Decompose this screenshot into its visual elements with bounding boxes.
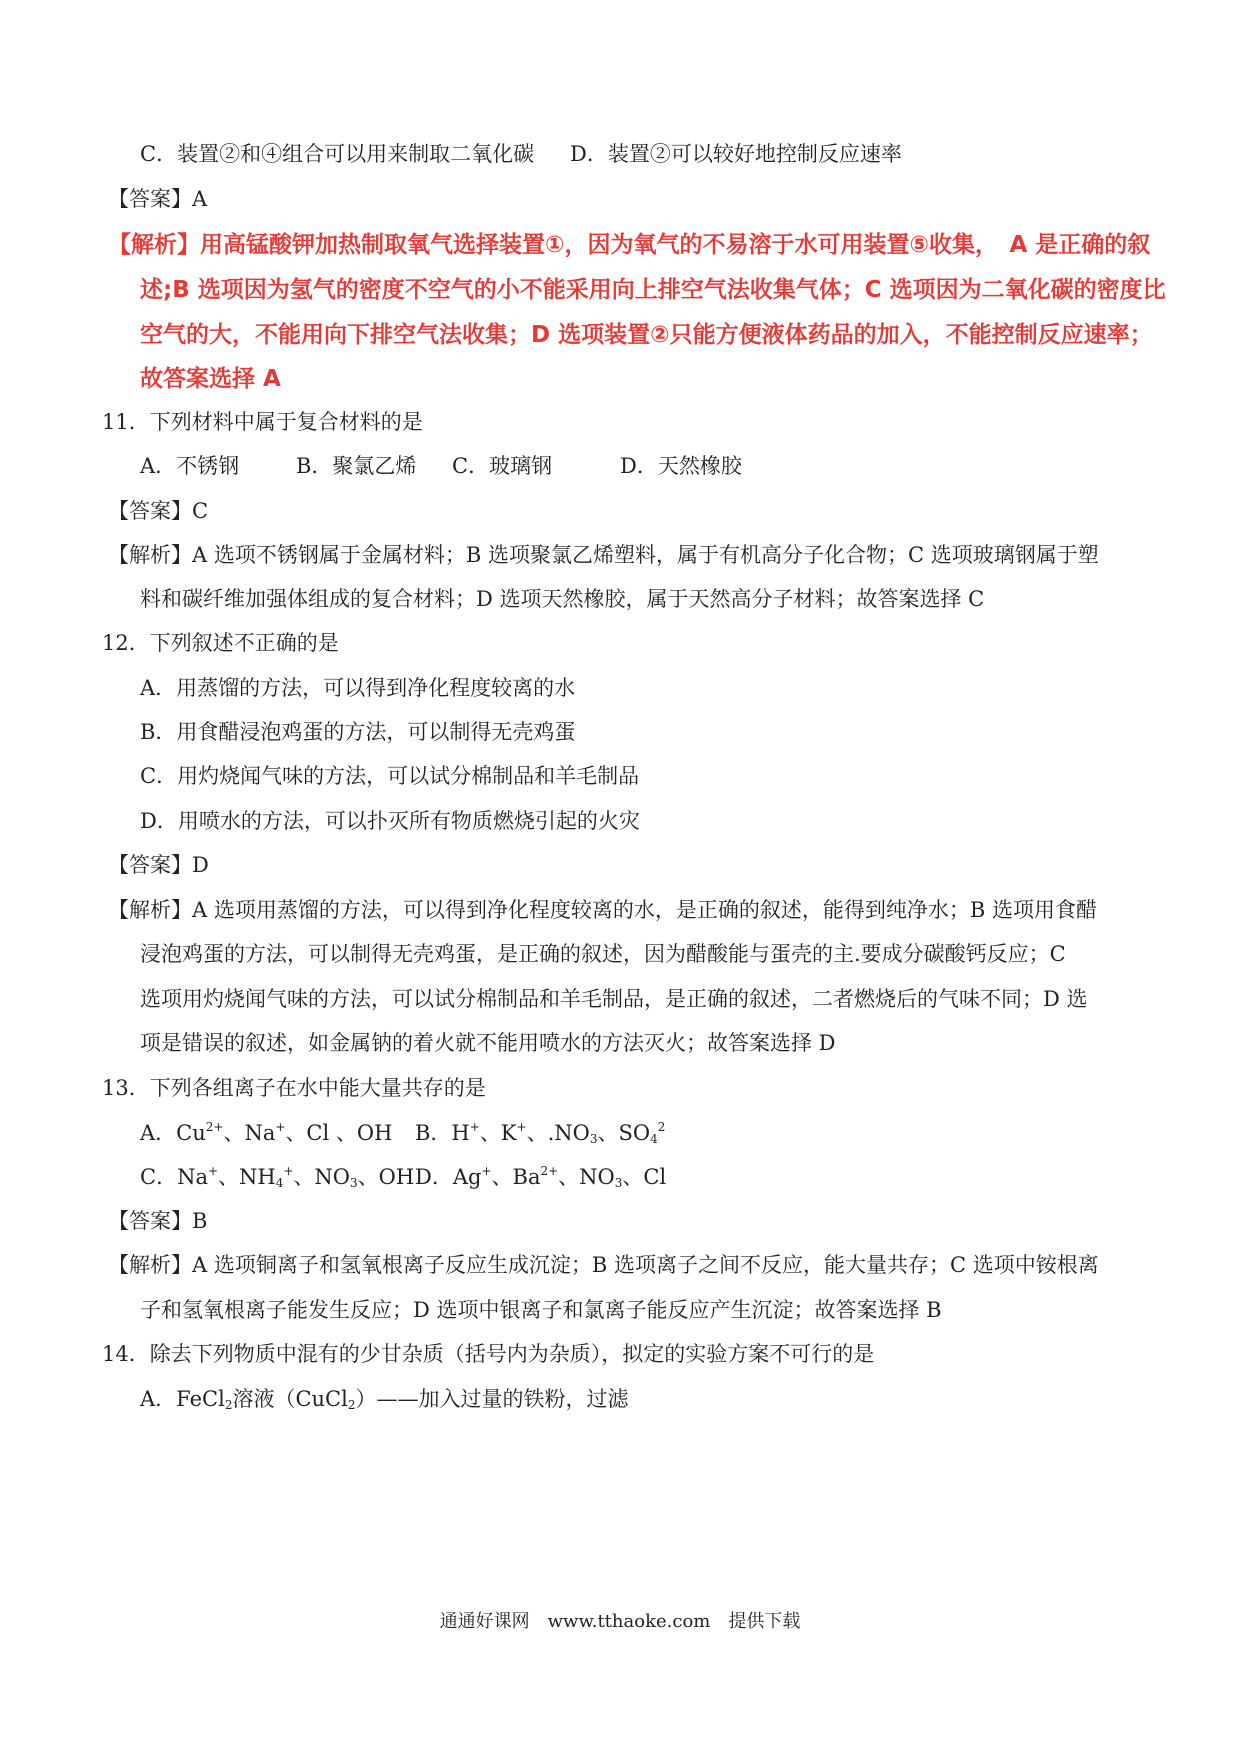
q11-explanation-line-1: 【解析】A 选项不锈钢属于金属材料；B 选项聚氯乙烯塑料，属于有机高分子化合物；C 选项玻璃钢属于塑 (108, 543, 1099, 567)
q13-b-h-charge: + (469, 1120, 480, 1134)
q13-b-so4-charge: 2 (657, 1120, 666, 1134)
q12-stem: 12．下列叙述不正确的是 (102, 631, 339, 655)
q14-option-a (140, 1384, 628, 1414)
q12-answer: 【答案】D (108, 853, 209, 877)
q12-explanation-line-2: 浸泡鸡蛋的方法，可以制得无壳鸡蛋，是正确的叙述，因为醋酸能与蛋壳的主.要成分碳酸钙反应；C (140, 942, 1066, 966)
q11-option-d: D．天然橡胶 (620, 454, 742, 478)
q13-c-no3-sub: 3 (350, 1176, 358, 1190)
q13-a-na: 、Na (223, 1121, 276, 1145)
q13-c-nh4-charge: + (283, 1164, 294, 1178)
q11-option-c: C．玻璃钢 (452, 454, 553, 478)
q12-explanation-line-4: 项是错误的叙述，如金属钠的着火就不能用喷水的方法灭火；故答案选择 D (140, 1031, 836, 1055)
q10-explanation-line-4: 故答案选择 A (140, 366, 281, 392)
q11-answer: 【答案】C (108, 499, 209, 523)
q13-b-so4: 、SO (597, 1121, 651, 1145)
q10-explanation-line-2: 述;B 选项因为氢气的密度不空气的小不能采用向上排空气法收集气体；C 选项因为二氧化碳的密度比 (140, 277, 1166, 303)
q12-option-a: A．用蒸馏的方法，可以得到净化程度较离的水 (140, 676, 576, 700)
q14-stem: 14．除去下列物质中混有的少甘杂质（括号内为杂质），拟定的实验方案不可行的是 (102, 1342, 875, 1366)
q13-option-d (415, 1162, 666, 1192)
q12-explanation-line-1: 【解析】A 选项用蒸馏的方法，可以得到净化程度较离的水，是正确的叙述，能得到纯净水；B 选项用食醋 (108, 898, 1097, 922)
page-footer: 通通好课网 www.tthaoke.com 提供下载 (439, 1611, 801, 1632)
q10-explanation-text-1: 用高锰酸钾加热制取氧气选择装置①，因为氧气的不易溶于水可用装置⑤收集， A 是正确的叙 (200, 232, 1151, 258)
q13-b-no3: 、.NO (526, 1121, 590, 1145)
q13-d-no3: 、NO (558, 1165, 615, 1189)
q13-b-k-charge: + (516, 1120, 527, 1134)
q13-answer: 【答案】B (108, 1209, 208, 1233)
q13-a-cu-charge: 2+ (205, 1120, 224, 1134)
q13-a-rest: 、Cl 、OH (285, 1121, 393, 1145)
q12-option-b: B．用食醋浸泡鸡蛋的方法，可以制得无壳鸡蛋 (140, 720, 576, 744)
q13-a-cu: A．Cu (140, 1121, 206, 1145)
q13-explanation-line-2: 子和氢氧根离子能发生反应；D 选项中银离子和氯离子能反应产生沉淀；故答案选择 B (140, 1298, 942, 1322)
q13-option-a (140, 1118, 392, 1148)
q14-a-method: ）——加入过量的铁粉，过滤 (355, 1387, 629, 1411)
q13-c-na-charge: + (207, 1164, 219, 1178)
q14-a-cucl2-sub: 2 (347, 1398, 356, 1412)
q13-c-nh4-sub: 4 (275, 1176, 284, 1190)
q13-d-ba: 、Ba (491, 1165, 541, 1189)
q13-b-no3-sub: 3 (589, 1132, 598, 1146)
q13-c-na: C．Na (140, 1165, 208, 1189)
q13-option-b (415, 1118, 665, 1148)
q11-option-a: A．不锈钢 (140, 454, 240, 478)
q10-option-c: C．装置②和④组合可以用来制取二氧化碳 (140, 142, 535, 166)
q13-stem: 13．下列各组离子在水中能大量共存的是 (102, 1076, 486, 1100)
q13-b-k: 、K (479, 1121, 517, 1145)
q13-d-no3-sub: 3 (614, 1176, 623, 1190)
q14-a-fecl2-sub: 2 (224, 1398, 233, 1412)
q13-a-na-charge: + (275, 1120, 286, 1134)
q13-c-oh: 、OH (357, 1165, 415, 1189)
q13-explanation-line-1: 【解析】A 选项铜离子和氢氧根离子反应生成沉淀；B 选项离子之间不反应，能大量共存；C 选项中铵根离 (108, 1253, 1099, 1277)
q10-answer: 【答案】A (108, 187, 208, 211)
q12-option-d: D．用喷水的方法，可以扑灭所有物质燃烧引起的火灾 (140, 809, 640, 833)
q13-d-ag: D．Ag (415, 1165, 482, 1189)
q13-b-so4-sub: 4 (650, 1132, 658, 1146)
q10-explanation-label: 【解析】 (108, 232, 200, 258)
q10-explanation-line-1 (108, 230, 1150, 260)
q10-option-d: D．装置②可以较好地控制反应速率 (570, 142, 902, 166)
q12-explanation-line-3: 选项用灼烧闻气味的方法，可以试分棉制品和羊毛制品，是正确的叙述，二者燃烧后的气味不同；D 选 (140, 987, 1088, 1011)
q13-c-nh4: 、NH (218, 1165, 276, 1189)
q11-option-b: B．聚氯乙烯 (296, 454, 417, 478)
q13-d-cl: 、Cl (622, 1165, 667, 1189)
q14-a-cucl2: 溶液（CuCl (232, 1387, 348, 1411)
q12-option-c: C．用灼烧闻气味的方法，可以试分棉制品和羊毛制品 (140, 764, 640, 788)
q11-explanation-line-2: 料和碳纤维加强体组成的复合材料；D 选项天然橡胶，属于天然高分子材料；故答案选择 C (140, 587, 985, 611)
q14-a-fecl2: A．FeCl (140, 1387, 225, 1411)
q13-option-c (140, 1162, 414, 1192)
q13-d-ag-charge: + (481, 1164, 492, 1178)
q10-explanation-line-3: 空气的大，不能用向下排空气法收集；D 选项装置②只能方便液体药品的加入，不能控制反应速率； (140, 322, 1153, 348)
q11-stem: 11．下列材料中属于复合材料的是 (102, 410, 423, 434)
q13-d-ba-charge: 2+ (540, 1164, 559, 1178)
q13-b-h: B．H (415, 1121, 470, 1145)
q13-c-no3: 、NO (293, 1165, 351, 1189)
